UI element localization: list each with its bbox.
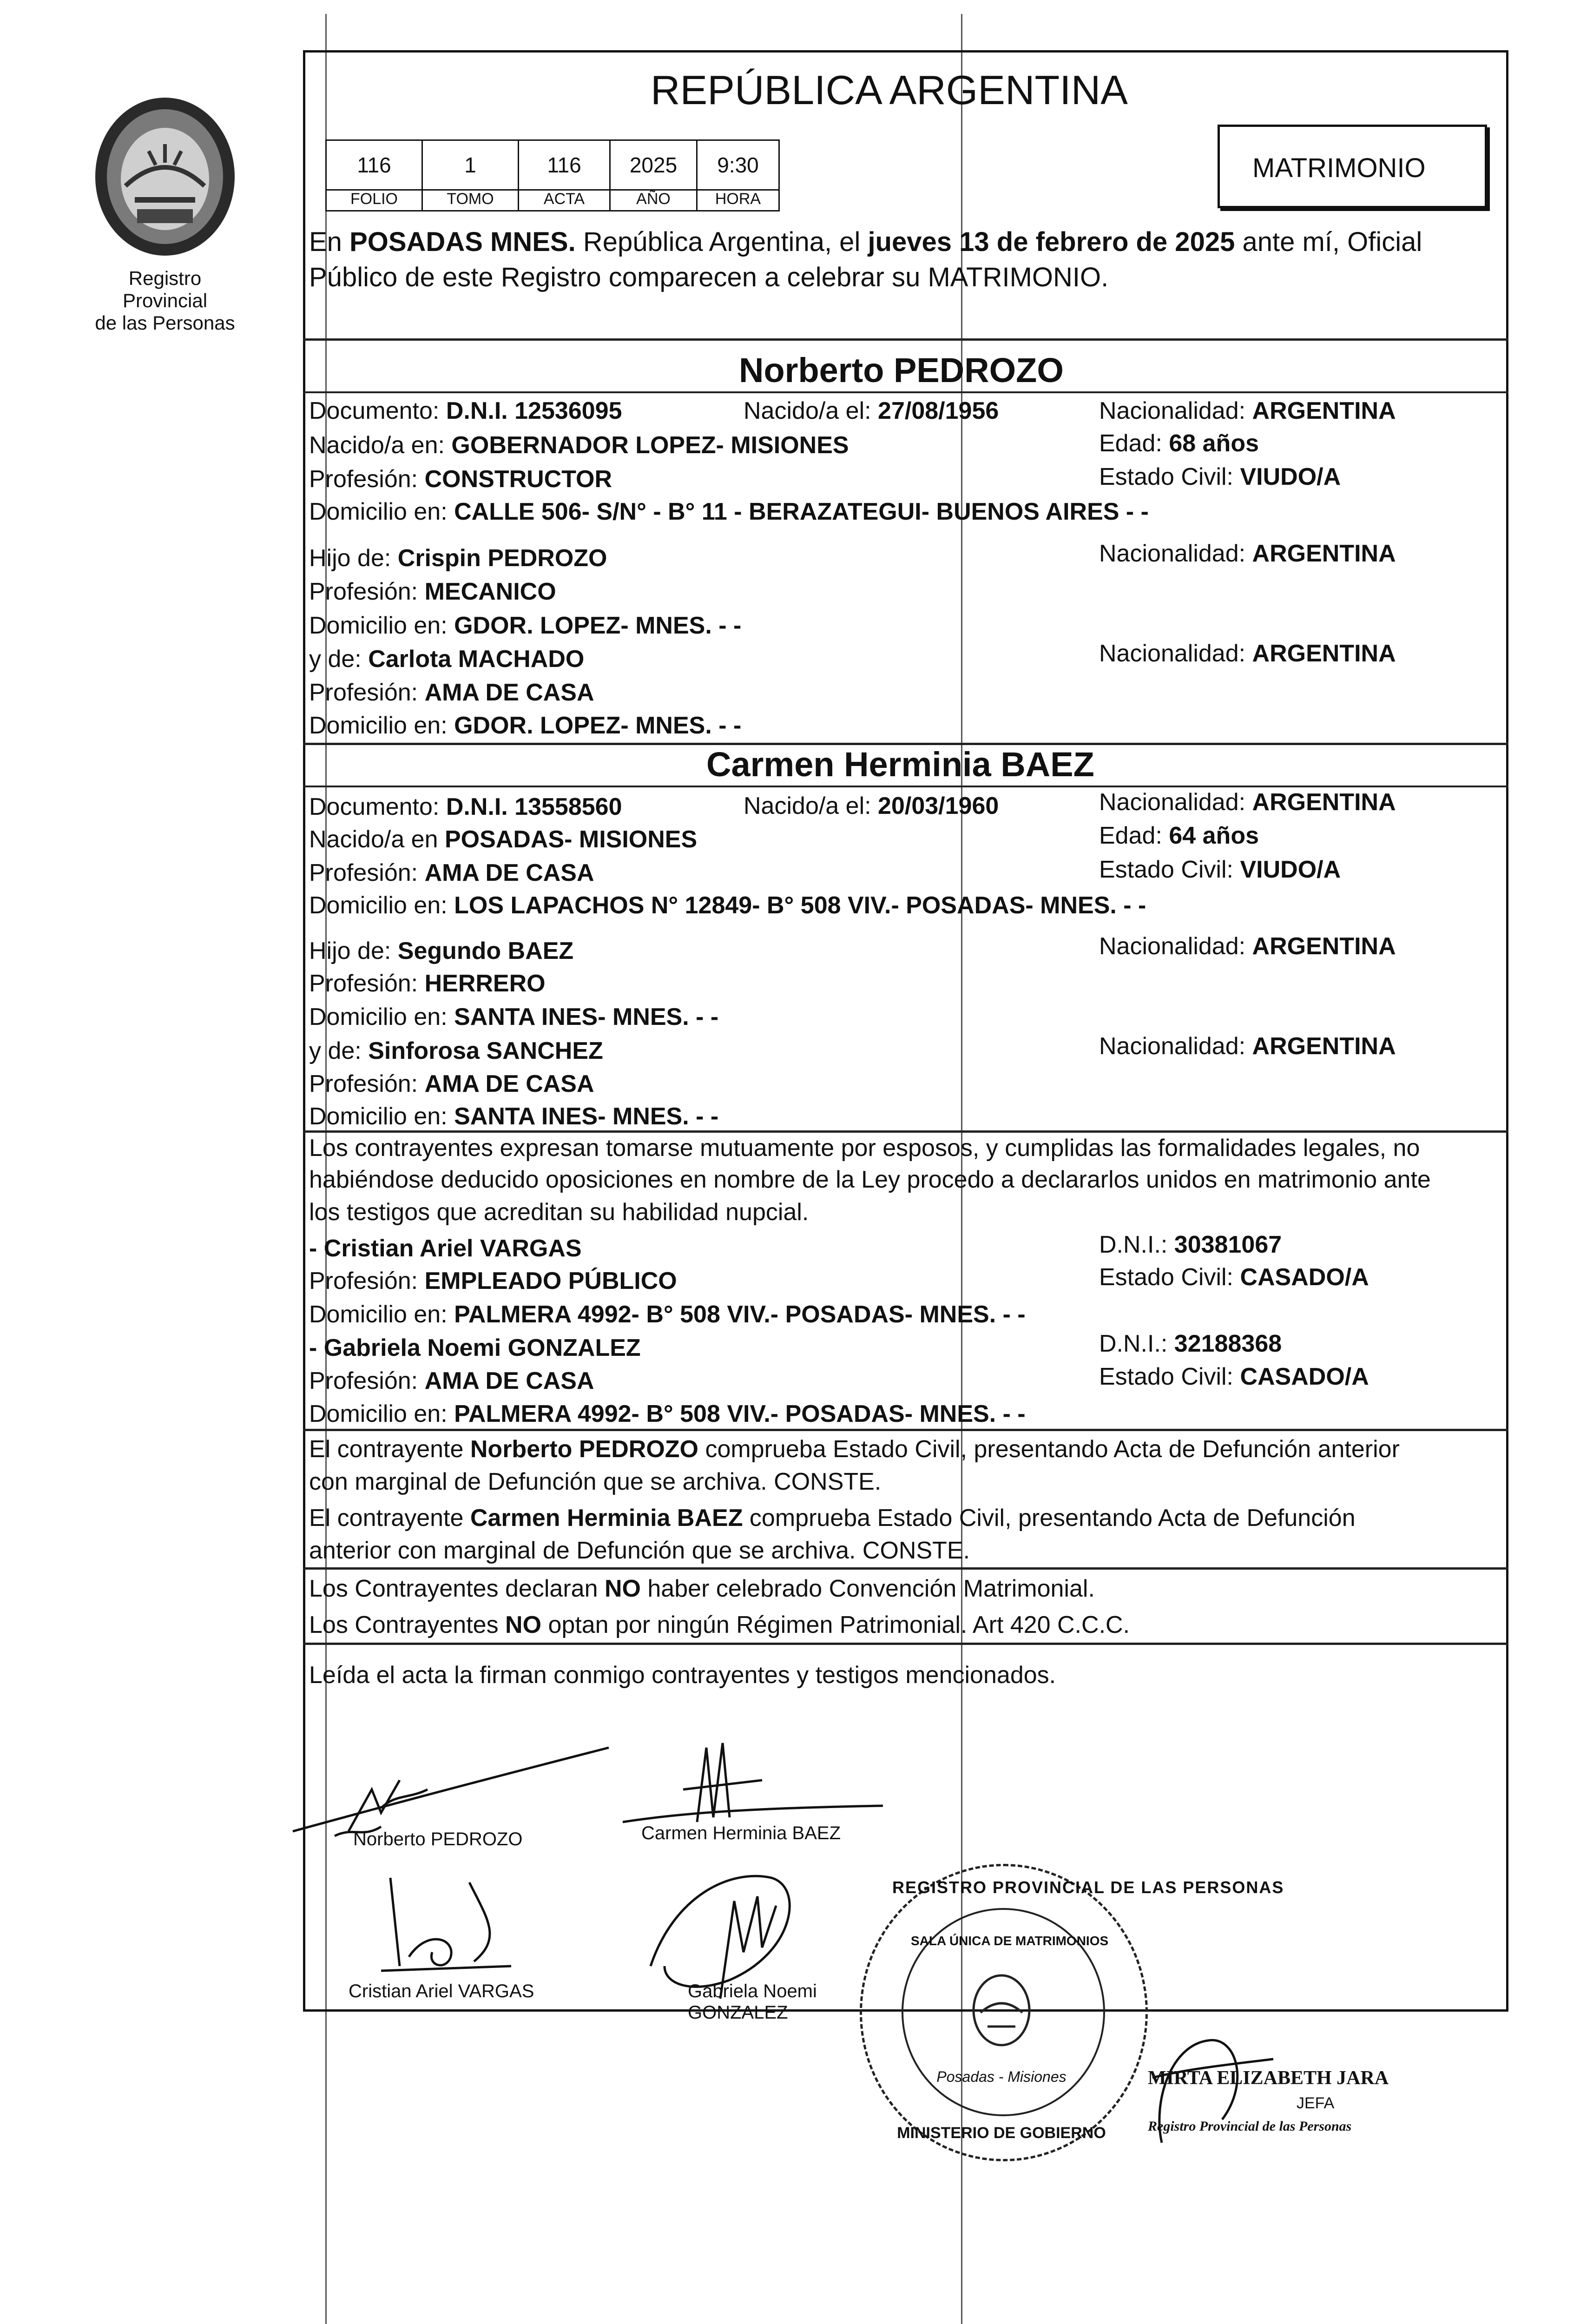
groom-doc-row: Documento: D.N.I. 12536095 bbox=[309, 397, 622, 424]
witness1-civil: CASADO/A bbox=[1240, 1264, 1369, 1291]
divider-civil-status bbox=[303, 1567, 1508, 1570]
bride-mother: Sinforosa SANCHEZ bbox=[368, 1037, 603, 1064]
groom-civil-row: Estado Civil: VIUDO/A bbox=[1099, 463, 1341, 490]
witness1-addr-row: Domicilio en: PALMERA 4992- B° 508 VIV.- POSADAS- MNES. - - bbox=[309, 1301, 1026, 1328]
bride-father-addr-row: Domicilio en: SANTA INES- MNES. - - bbox=[309, 1004, 719, 1030]
bride-born-row: Nacido/a el: 20/03/1960 bbox=[744, 792, 999, 819]
official-office: Registro Provincial de las Personas bbox=[1148, 2119, 1352, 2134]
groom-mother-nat-row: Nacionalidad: ARGENTINA bbox=[1099, 640, 1396, 667]
witness2-addr: PALMERA 4992- B° 508 VIV.- POSADAS- MNES. - - bbox=[454, 1400, 1026, 1427]
divider-witnesses bbox=[303, 1429, 1508, 1431]
bride-mother-prof: AMA DE CASA bbox=[424, 1070, 594, 1097]
logo-caption-line2: de las Personas bbox=[95, 312, 235, 334]
divider-header bbox=[303, 338, 1508, 341]
civil-status-p2-line1: El contrayente Carmen Herminia BAEZ comprueba Estado Civil, presentando Acta de Defunción bbox=[309, 1505, 1356, 1532]
witness2-prof-row: Profesión: AMA DE CASA bbox=[309, 1367, 594, 1394]
witness2-dni-row: D.N.I.: 32188368 bbox=[1099, 1330, 1282, 1357]
groom-prof-row: Profesión: CONSTRUCTOR bbox=[309, 466, 612, 493]
civil-status-groom: Norberto PEDROZO bbox=[470, 1436, 699, 1463]
intro-line-1 bbox=[309, 229, 1422, 256]
divider-agreements bbox=[303, 1643, 1508, 1645]
witness2-civil: CASADO/A bbox=[1240, 1363, 1369, 1390]
groom-prof: CONSTRUCTOR bbox=[424, 466, 612, 493]
groom-father-row: Hijo de: Crispin PEDROZO bbox=[309, 545, 607, 572]
bride-mother-nat-row: Nacionalidad: ARGENTINA bbox=[1099, 1033, 1396, 1060]
groom-born: 27/08/1956 bbox=[878, 397, 999, 424]
intro-text-a: En bbox=[309, 227, 350, 257]
ano-value: 2025 bbox=[609, 139, 698, 191]
divider-bride-title bbox=[303, 786, 1508, 787]
groom-age: 68 años bbox=[1169, 430, 1259, 457]
hora-label: HORA bbox=[696, 189, 780, 211]
witness1-name: - Cristian Ariel VARGAS bbox=[309, 1235, 582, 1262]
civil-status-p2-line2: anterior con marginal de Defunción que se archiva. CONSTE. bbox=[309, 1537, 970, 1564]
witness2-signature-label-1: Gabriela Noemi bbox=[688, 1981, 817, 2001]
stamp-inner-text: SALA ÚNICA DE MATRIMONIOS bbox=[911, 1934, 1109, 1948]
bride-nat: ARGENTINA bbox=[1252, 789, 1396, 816]
groom-father-addr-row: Domicilio en: GDOR. LOPEZ- MNES. - - bbox=[309, 612, 742, 639]
declaration-line-3: los testigos que acreditan su habilidad nupcial. bbox=[309, 1199, 809, 1226]
groom-mother-row: y de: Carlota MACHADO bbox=[309, 646, 585, 673]
bride-father-nat: ARGENTINA bbox=[1252, 933, 1396, 960]
declaration-line-2: habiéndose deducido oposiciones en nombre de la Ley procedo a declararlos unidos en matrimonio ante bbox=[309, 1166, 1431, 1193]
folio-label: FOLIO bbox=[325, 189, 423, 211]
logo-caption-line1: Registro Provincial bbox=[122, 267, 208, 311]
witness2-addr-row: Domicilio en: PALMERA 4992- B° 508 VIV.- POSADAS- MNES. - - bbox=[309, 1400, 1026, 1427]
groom-addr-row: Domicilio en: CALLE 506- S/N° - B° 11 - BERAZATEGUI- BUENOS AIRES - - bbox=[309, 498, 1149, 525]
groom-nat-row: Nacionalidad: ARGENTINA bbox=[1099, 397, 1396, 424]
bride-born: 20/03/1960 bbox=[878, 792, 999, 819]
groom-signature-icon bbox=[288, 1738, 613, 1841]
groom-birthplace-row: Nacido/a en: GOBERNADOR LOPEZ- MISIONES bbox=[309, 432, 849, 459]
bride-birthplace: POSADAS- MISIONES bbox=[444, 826, 698, 853]
acta-label: ACTA bbox=[518, 189, 611, 211]
doc-type-box bbox=[1218, 125, 1487, 208]
groom-born-row: Nacido/a el: 27/08/1956 bbox=[744, 397, 999, 424]
doc-type-label: MATRIMONIO bbox=[1252, 153, 1426, 183]
groom-mother: Carlota MACHADO bbox=[368, 646, 585, 673]
witness1-addr: PALMERA 4992- B° 508 VIV.- POSADAS- MNES. - - bbox=[454, 1301, 1026, 1328]
bride-doc-row: Documento: D.N.I. 13558560 bbox=[309, 793, 622, 820]
groom-mother-nat: ARGENTINA bbox=[1252, 640, 1396, 667]
bride-birthplace-row: Nacido/a en POSADAS- MISIONES bbox=[309, 826, 698, 853]
civil-status-bride: Carmen Herminia BAEZ bbox=[470, 1505, 743, 1532]
bride-signature-label: Carmen Herminia BAEZ bbox=[641, 1823, 841, 1843]
official-name: MIRTA ELIZABETH JARA bbox=[1148, 2067, 1389, 2089]
bride-father-prof-row: Profesión: HERRERO bbox=[309, 970, 546, 997]
groom-mother-addr: GDOR. LOPEZ- MNES. - - bbox=[454, 712, 742, 739]
groom-father-addr: GDOR. LOPEZ- MNES. - - bbox=[454, 612, 742, 639]
groom-father-prof-row: Profesión: MECANICO bbox=[309, 578, 556, 605]
bride-nat-row: Nacionalidad: ARGENTINA bbox=[1099, 789, 1396, 816]
closing-text: Leída el acta la firman conmigo contrayentes y testigos mencionados. bbox=[309, 1662, 1056, 1689]
bride-civil-row: Estado Civil: VIUDO/A bbox=[1099, 856, 1341, 883]
groom-father-prof: MECANICO bbox=[424, 578, 556, 605]
official-role: JEFA bbox=[1297, 2094, 1335, 2112]
divider-groom-title bbox=[303, 391, 1508, 393]
witness2-signature-label-2: GONZALEZ bbox=[688, 2002, 788, 2023]
groom-mother-addr-row: Domicilio en: GDOR. LOPEZ- MNES. - - bbox=[309, 712, 742, 739]
witness1-prof-row: Profesión: EMPLEADO PÚBLICO bbox=[309, 1268, 677, 1294]
bride-age-row: Edad: 64 años bbox=[1099, 822, 1259, 849]
stamp-emblem-icon bbox=[967, 1971, 1036, 2050]
bride-mother-addr: SANTA INES- MNES. - - bbox=[454, 1103, 719, 1130]
intro-place: POSADAS MNES. bbox=[349, 227, 576, 257]
intro-line-2: Público de este Registro comparecen a celebrar su MATRIMONIO. bbox=[309, 262, 1109, 292]
bride-father-prof: HERRERO bbox=[424, 970, 546, 997]
witness1-dni-row: D.N.I.: 30381067 bbox=[1099, 1231, 1282, 1258]
groom-father-nat: ARGENTINA bbox=[1252, 540, 1396, 567]
province-logo bbox=[84, 93, 246, 334]
groom-doc: D.N.I. 12536095 bbox=[446, 397, 622, 424]
agreement-line-1: Los Contrayentes declaran NO haber celebrado Convención Matrimonial. bbox=[309, 1575, 1095, 1602]
groom-name: Norberto PEDROZO bbox=[739, 351, 1064, 390]
witness1-civil-row: Estado Civil: CASADO/A bbox=[1099, 1264, 1369, 1291]
declaration-line-1: Los contrayentes expresan tomarse mutuamente por esposos, y cumplidas las formalidades legales, no bbox=[309, 1135, 1420, 1162]
bride-addr-row: Domicilio en: LOS LAPACHOS N° 12849- B° 508 VIV.- POSADAS- MNES. - - bbox=[309, 892, 1146, 919]
divider-bride bbox=[303, 1130, 1508, 1133]
stamp-outer-text: REGISTRO PROVINCIAL DE LAS PERSONAS bbox=[892, 1878, 1284, 1897]
bride-father-row: Hijo de: Segundo BAEZ bbox=[309, 938, 574, 964]
bride-doc: D.N.I. 13558560 bbox=[446, 793, 622, 820]
agreement-line-2: Los Contrayentes NO optan por ningún Régimen Patrimonial. Art 420 C.C.C. bbox=[309, 1611, 1130, 1638]
intro-text-c: República Argentina, el bbox=[575, 227, 868, 257]
groom-age-row: Edad: 68 años bbox=[1099, 430, 1259, 457]
witness2-name: - Gabriela Noemi GONZALEZ bbox=[309, 1334, 641, 1361]
witness1-dni: 30381067 bbox=[1174, 1231, 1282, 1258]
bride-father-nat-row: Nacionalidad: ARGENTINA bbox=[1099, 933, 1396, 960]
ano-label: AÑO bbox=[609, 189, 698, 211]
witness1-prof: EMPLEADO PÚBLICO bbox=[424, 1268, 677, 1294]
bride-prof-row: Profesión: AMA DE CASA bbox=[309, 859, 594, 886]
groom-addr: CALLE 506- S/N° - B° 11 - BERAZATEGUI- BUENOS AIRES - - bbox=[454, 498, 1149, 525]
document-frame bbox=[303, 50, 1508, 2012]
folio-value: 116 bbox=[325, 139, 423, 191]
witness1-signature-label: Cristian Ariel VARGAS bbox=[349, 1981, 534, 2001]
bride-mother-row: y de: Sinforosa SANCHEZ bbox=[309, 1037, 603, 1064]
civil-status-p1-line2: con marginal de Defunción que se archiva. CONSTE. bbox=[309, 1468, 882, 1495]
tomo-label: TOMO bbox=[421, 189, 519, 211]
tomo-value: 1 bbox=[421, 139, 519, 191]
civil-status-p1-line1: El contrayente Norberto PEDROZO comprueba Estado Civil, presentando Acta de Defunción anterior bbox=[309, 1436, 1400, 1463]
bride-father-addr: SANTA INES- MNES. - - bbox=[454, 1004, 719, 1030]
bride-mother-addr-row: Domicilio en: SANTA INES- MNES. - - bbox=[309, 1103, 719, 1130]
witness2-dni: 32188368 bbox=[1174, 1330, 1282, 1357]
hora-value: 9:30 bbox=[696, 139, 780, 191]
bride-mother-nat: ARGENTINA bbox=[1252, 1033, 1396, 1060]
acta-value: 116 bbox=[518, 139, 611, 191]
bride-prof: AMA DE CASA bbox=[424, 859, 594, 886]
groom-father-nat-row: Nacionalidad: ARGENTINA bbox=[1099, 540, 1396, 567]
document-title: REPÚBLICA ARGENTINA bbox=[651, 67, 1128, 113]
bride-addr: LOS LAPACHOS N° 12849- B° 508 VIV.- POSADAS- MNES. - - bbox=[454, 892, 1146, 919]
groom-mother-prof: AMA DE CASA bbox=[424, 679, 594, 706]
bride-age: 64 años bbox=[1169, 822, 1259, 849]
bride-civil: VIUDO/A bbox=[1240, 856, 1341, 883]
witness1-signature-icon bbox=[335, 1864, 530, 1985]
stamp-bottom-text: MINISTERIO DE GOBIERNO bbox=[897, 2124, 1106, 2142]
bride-father: Segundo BAEZ bbox=[397, 938, 574, 964]
witness2-civil-row: Estado Civil: CASADO/A bbox=[1099, 1363, 1369, 1390]
groom-birthplace: GOBERNADOR LOPEZ- MISIONES bbox=[451, 432, 849, 459]
groom-mother-prof-row: Profesión: AMA DE CASA bbox=[309, 679, 594, 706]
groom-signature-label: Norberto PEDROZO bbox=[353, 1829, 523, 1849]
intro-date: jueves 13 de febrero de 2025 bbox=[868, 227, 1235, 257]
groom-father: Crispin PEDROZO bbox=[397, 545, 607, 572]
groom-civil: VIUDO/A bbox=[1240, 463, 1341, 490]
bride-name: Carmen Herminia BAEZ bbox=[706, 745, 1094, 784]
bride-mother-prof-row: Profesión: AMA DE CASA bbox=[309, 1070, 594, 1097]
intro-text-e: ante mí, Oficial bbox=[1235, 227, 1422, 257]
groom-nat: ARGENTINA bbox=[1252, 397, 1396, 424]
stamp-city: Posadas - Misiones bbox=[936, 2068, 1066, 2085]
witness2-prof: AMA DE CASA bbox=[424, 1367, 594, 1394]
province-seal-icon bbox=[84, 93, 246, 270]
